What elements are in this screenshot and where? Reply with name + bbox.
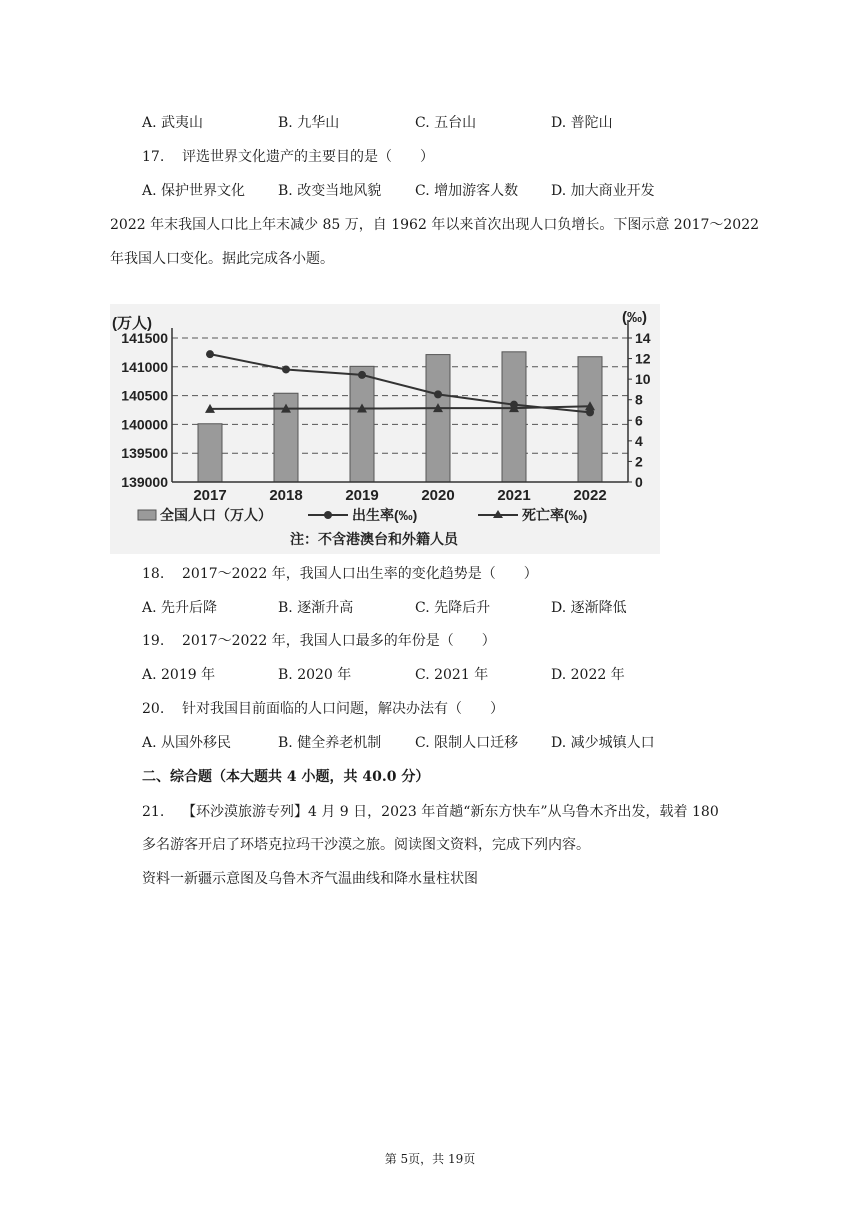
x-tick-label: 2022 [573,487,607,504]
right-tick-label: 12 [635,350,651,367]
right-tick-label: 8 [635,391,643,408]
x-tick-label: 2018 [269,487,303,504]
q18-option-c: C. 先降后升 [415,600,491,616]
section-heading: 二、综合题（本大题共 4 小题，共 40.0 分） [142,769,430,785]
population-chart [110,304,660,554]
q19-option-c: C. 2021 年 [415,667,489,683]
question-stem: 2017～2022 年，我国人口出生率的变化趋势是（ ） [182,566,538,582]
population-chart-svg [110,304,660,554]
left-tick-label: 140500 [121,387,168,404]
legend-bar-swatch [138,510,156,520]
left-axis-unit: (万人) [112,315,152,332]
birth-rate-point [282,365,290,373]
question-stem: 评选世界文化遗产的主要目的是（ ） [182,149,434,165]
birth-rate-point [206,350,214,358]
question-number: 18. [142,566,165,582]
question-stem: 针对我国目前面临的人口问题，解决办法有（ ） [182,701,504,717]
x-tick-label: 2021 [497,487,531,504]
question-number: 17. [142,149,165,165]
question-21-text: 【环沙漠旅游专列】4 月 9 日，2023 年首趟“新东方快车”从乌鲁木齐出发，载着 180 [182,804,719,820]
left-tick-label: 139500 [121,445,168,462]
legend-population: 全国人口（万人） [160,507,272,523]
question-19 [142,630,496,650]
question-20 [142,698,504,718]
population-bar [198,424,222,482]
x-tick-label: 2020 [421,487,455,504]
right-tick-label: 0 [635,474,643,490]
question-17 [142,146,434,166]
right-tick-label: 6 [635,412,643,429]
intro-line-2: 年我国人口变化。据此完成各小题。 [110,251,334,267]
q16-option-c: C. 五台山 [415,115,477,131]
question-number: 20. [142,701,165,717]
question-stem: 2017～2022 年，我国人口最多的年份是（ ） [182,633,496,649]
q20-option-d: D. 减少城镇人口 [551,735,655,751]
x-tick-label: 2017 [193,487,227,504]
left-tick-label: 139000 [121,474,168,490]
question-number: 19. [142,633,165,649]
question-21-line-1 [142,801,719,821]
q18-option-a: A. 先升后降 [142,600,218,616]
question-21-line-2: 多名游客开启了环塔克拉玛干沙漠之旅。阅读图文资料，完成下列内容。 [142,837,590,853]
chart-note: 注：不含港澳台和外籍人员 [290,531,458,547]
left-tick-label: 141500 [121,330,168,346]
x-tick-label: 2019 [345,487,379,504]
right-axis-unit: (‰) [622,309,647,326]
legend-birth-marker [324,511,332,519]
q20-option-a: A. 从国外移民 [142,735,232,751]
q20-option-b: B. 健全养老机制 [278,735,382,751]
q17-option-d: D. 加大商业开发 [551,183,655,199]
page-footer: 第 5页，共 19页 [384,1152,476,1166]
left-tick-label: 141000 [121,358,168,375]
q16-option-d: D. 普陀山 [551,115,613,131]
q17-option-a: A. 保护世界文化 [142,183,246,199]
q19-option-a: A. 2019 年 [142,667,216,683]
question-18 [142,563,538,583]
intro-line-1: 2022 年末我国人口比上年末减少 85 万，自 1962 年以来首次出现人口负增长。下图示意 2017～2022 [110,217,760,233]
question-21-material: 资料一新疆示意图及乌鲁木齐气温曲线和降水量柱状图 [142,871,478,887]
birth-rate-point [358,371,366,379]
q19-option-b: B. 2020 年 [278,667,352,683]
q20-option-c: C. 限制人口迁移 [415,735,519,751]
q18-option-d: D. 逐渐降低 [551,600,627,616]
legend-death-rate: 死亡率(‰) [522,507,588,523]
q16-option-b: B. 九华山 [278,115,340,131]
population-bar [426,355,450,482]
population-bar [502,352,526,482]
question-number: 21. [142,804,165,820]
population-bar [350,366,374,482]
right-tick-label: 14 [635,330,651,346]
q17-option-b: B. 改变当地风貌 [278,183,382,199]
population-bar [578,357,602,482]
q18-option-b: B. 逐渐升高 [278,600,354,616]
legend-birth-rate: 出生率(‰) [352,507,418,523]
q17-option-c: C. 增加游客人数 [415,183,519,199]
right-tick-label: 2 [635,453,643,470]
birth-rate-point [434,390,442,398]
q16-option-a: A. 武夷山 [142,115,204,131]
right-tick-label: 10 [635,371,651,388]
q19-option-d: D. 2022 年 [551,667,625,683]
right-tick-label: 4 [635,432,643,449]
left-tick-label: 140000 [121,416,168,433]
